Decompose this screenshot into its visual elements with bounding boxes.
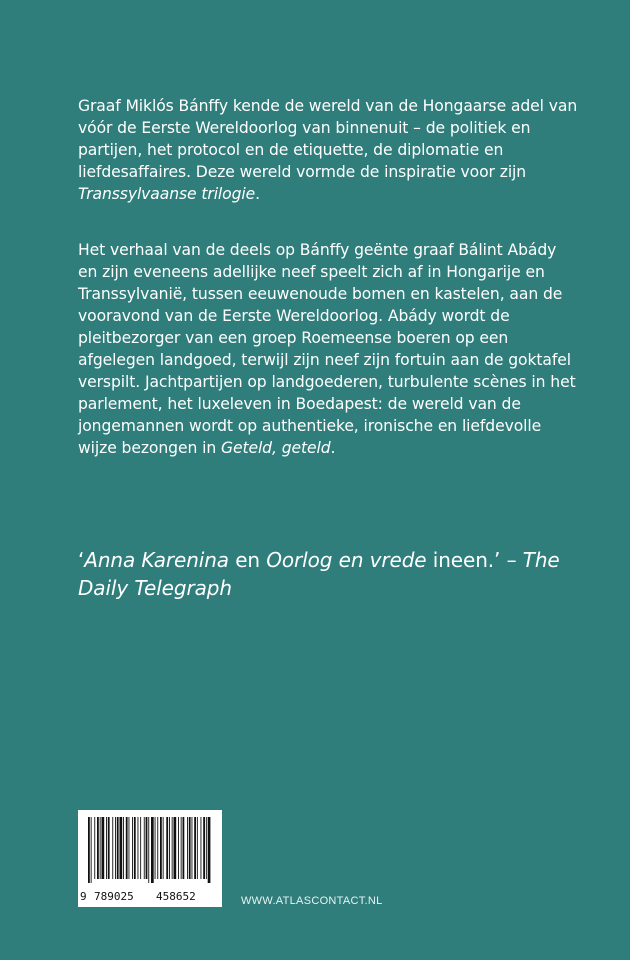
barcode-bar: [112, 817, 113, 879]
isbn-number: [80, 890, 220, 903]
barcode-bar: [115, 817, 116, 879]
barcode-bar: [97, 817, 99, 879]
barcode-bar: [174, 817, 177, 879]
barcode-bar: [102, 817, 105, 879]
isbn-barcode: [78, 810, 222, 907]
isbn-group-1: 789025: [94, 890, 134, 903]
barcode-bars: [86, 817, 214, 883]
review-quote: [78, 546, 598, 602]
quote-rest: ineen.’ –: [426, 548, 523, 572]
barcode-bar: [120, 817, 123, 879]
quote-source: The Daily Telegraph: [78, 548, 560, 600]
barcode-bar: [126, 817, 128, 879]
barcode-bar: [181, 817, 182, 879]
barcode-bar: [138, 817, 139, 879]
barcode-bar: [100, 817, 101, 879]
barcode-bar: [155, 817, 156, 879]
barcode-bar: [178, 817, 179, 879]
barcode-bar: [94, 817, 95, 879]
barcode-bar: [129, 817, 130, 879]
barcode-bar: [187, 817, 188, 879]
barcode-bar: [117, 817, 119, 879]
book-title: Geteld, geteld: [220, 439, 331, 457]
barcode-bar: [183, 817, 185, 879]
barcode-bar: [169, 817, 170, 879]
barcode-bar: [192, 817, 193, 879]
isbn-first-digit: 9: [80, 890, 87, 903]
barcode-bar: [206, 817, 207, 879]
barcode-bar: [172, 817, 173, 879]
barcode-bar: [106, 817, 107, 879]
barcode-bar: [157, 817, 158, 879]
barcode-bar: [197, 817, 198, 879]
paragraph-2-end: .: [330, 439, 336, 457]
quote-work-2: Oorlog en vrede: [266, 548, 427, 572]
barcode-bar: [166, 817, 168, 879]
barcode-bar: [189, 817, 191, 879]
barcode-bar: [194, 817, 196, 879]
trilogy-title: Transsylvaanse trilogie: [78, 185, 256, 203]
paragraph-1-text: Graaf Miklós Bánffy kende de wereld van de Hongaarse adel van vóór de Eerste Wereldoorlog van binnenuit – de politiek en partijen, het protocol en de etiquette, de diplomatie en liefdesaffaires. Deze wereld vormde de inspiratie voor zijn: [78, 97, 578, 181]
quote-join: en: [228, 548, 267, 572]
barcode-bar: [201, 817, 202, 879]
barcode-bar: [108, 817, 110, 879]
quote-work-1: Anna Karenina: [84, 548, 229, 572]
description-paragraph-1: [78, 95, 578, 205]
quote-open: ‘: [78, 548, 85, 572]
barcode-bar: [146, 817, 148, 879]
barcode-bar: [163, 817, 164, 879]
barcode-bar: [140, 817, 141, 879]
barcode-bar: [144, 817, 145, 879]
description-paragraph-2: [78, 239, 578, 459]
barcode-bar: [148, 817, 149, 883]
paragraph-1-end: .: [255, 185, 260, 203]
paragraph-2-text: Het verhaal van de deels op Bánffy geënte graaf Bálint Abády en zijn eveneens adellijke neef speelt zich af in Hongarije en Transsylvanië, tussen eeuwenoude bomen en kastelen, aan de vooravond van de Eerste Wereldoorlog. Abády wordt de pleitbezorger van een groep Roemeense boeren op een afgelegen landgoed, terwijl zijn neef zijn fortuin aan de goktafel verspilt. Jachtpartijen op landgoederen, turbulente scènes in het parlement, het luxeleven in Boedapest: de wereld van de jongemannen wordt op authentieke, ironische en liefdevolle wijze bezongen in: [78, 241, 576, 457]
barcode-bar: [208, 817, 211, 883]
barcode-bar: [151, 817, 154, 883]
barcode-bar: [91, 817, 92, 883]
barcode-bar: [123, 817, 124, 879]
barcode-bar: [203, 817, 205, 879]
barcode-bar: [88, 817, 90, 883]
publisher-website[interactable]: WWW.ATLASCONTACT.NL: [241, 895, 383, 907]
barcode-bar: [134, 817, 136, 879]
isbn-group-2: 458652: [156, 890, 196, 903]
barcode-bar: [160, 817, 162, 879]
barcode-bar: [132, 817, 133, 879]
